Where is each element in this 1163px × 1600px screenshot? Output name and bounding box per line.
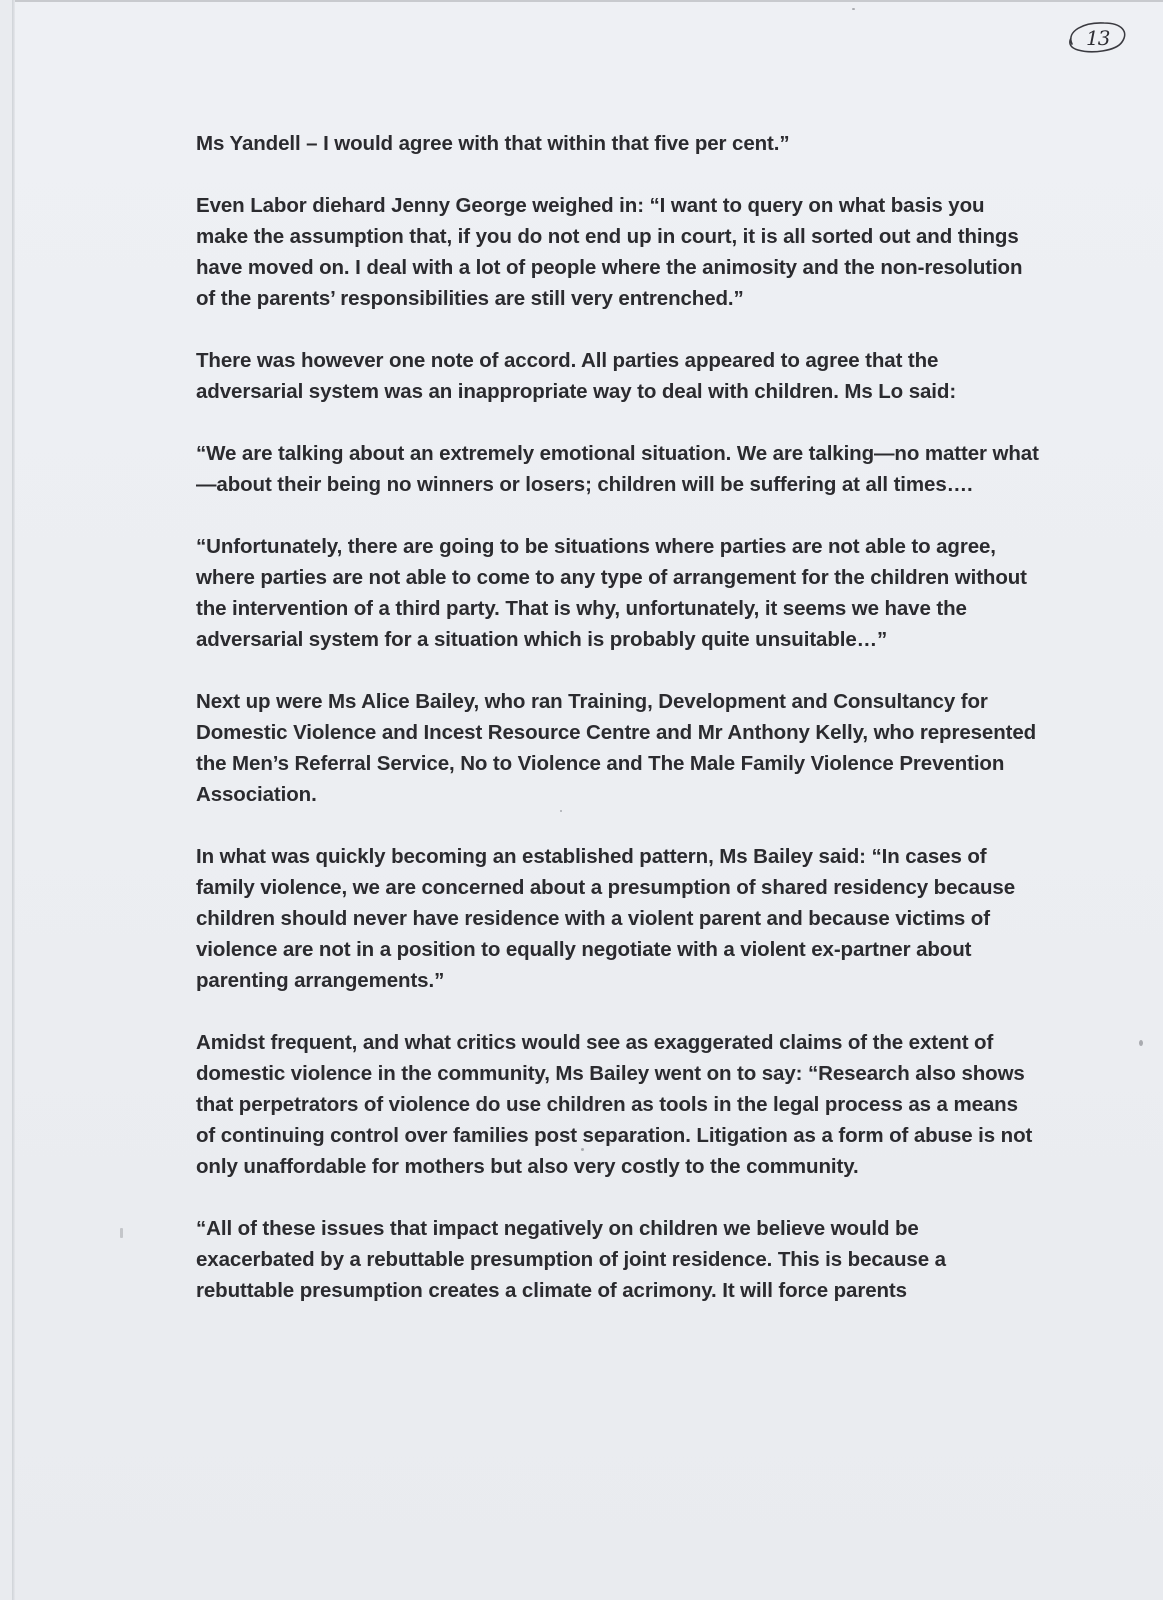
- scan-speck: [1139, 1040, 1143, 1046]
- paragraph-jenny-george: Even Labor diehard Jenny George weighed in: “I want to query on what basis you make the assumption that, if you do not end up in court, it is all sorted out and things have moved on. I deal with a lot of people where the animosity and the non-resolution of the parents’ responsibilities are still very entrenched.”: [196, 194, 1023, 310]
- scan-speck: [581, 1148, 584, 1151]
- scan-speck: [120, 1228, 123, 1238]
- paragraph-note-of-accord: There was however one note of accord. All parties appeared to agree that the adversarial system was an inappropriate way to deal with children. Ms Lo said:: [196, 349, 957, 403]
- document-body: [196, 128, 1041, 1337]
- scan-speck: [852, 8, 855, 10]
- paragraph-ms-lo-quote-1: “We are talking about an extremely emotional situation. We are talking—no matter what—about their being no winners or losers; children will be suffering at all times….: [196, 442, 1039, 496]
- paragraph-bailey-kelly-intro: Next up were Ms Alice Bailey, who ran Training, Development and Consultancy for Domestic Violence and Incest Resource Centre and Mr Anthony Kelly, who represented the Men’s Referral Service, No to Violence and The Male Family Violence Prevention Association.: [196, 690, 1037, 806]
- paragraph-rebuttable-presumption: “All of these issues that impact negatively on children we believe would be exacerbated by a rebuttable presumption of joint residence. This is because a rebuttable presumption creates a climate of acrimony. It will force parents: [196, 1217, 946, 1302]
- page-top-edge: [12, 0, 1163, 2]
- page-left-edge: [12, 0, 15, 1600]
- paragraph-bailey-family-violence: In what was quickly becoming an established pattern, Ms Bailey said: “In cases of family violence, we are concerned about a presumption of shared residency because children should never have residence with a violent parent and because victims of violence are not in a position to equally negotiate with a violent ex-partner about parenting arrangements.”: [196, 845, 1016, 992]
- handwritten-page-number: [1062, 18, 1130, 58]
- page-number: 13: [1086, 26, 1110, 50]
- scan-speck: [560, 810, 562, 812]
- scanned-page: [12, 0, 1163, 1600]
- paragraph-bailey-research: Amidst frequent, and what critics would see as exaggerated claims of the extent of domestic violence in the community, Ms Bailey went on to say: “Research also shows that perpetrators of violence do use children as tools in the legal process as a means of continuing control over families post separation. Litigation as a form of abuse is not only unaffordable for mothers but also very costly to the community.: [196, 1031, 1033, 1178]
- paragraph-ms-lo-quote-2: “Unfortunately, there are going to be situations where parties are not able to agree, where parties are not able to come to any type of arrangement for the children without the intervention of a third party. That is why, unfortunately, it seems we have the adversarial system for a situation which is probably quite unsuitable…”: [196, 535, 1027, 651]
- paragraph-yandell-quote: Ms Yandell – I would agree with that within that five per cent.”: [196, 132, 790, 155]
